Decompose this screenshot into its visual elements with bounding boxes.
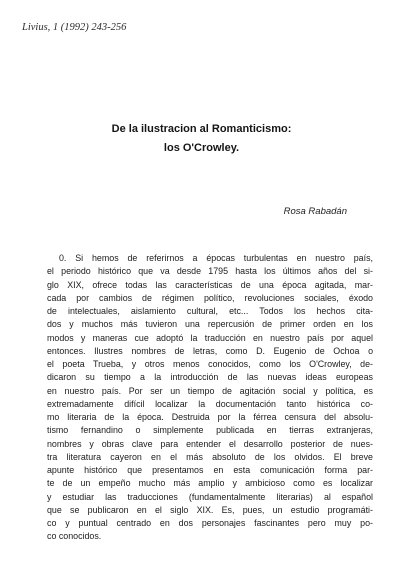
body-line: glo XIX, ofrece todas las características de una época agitada, mar- <box>47 279 373 290</box>
body-line: que se publicaron en el siglo XIX. Es, pues, un estudio programáti- <box>47 504 373 515</box>
body-paragraph <box>47 252 373 544</box>
body-line: tismo fernandino o simplemente publicada en tierras extranjeras, <box>47 425 373 436</box>
body-line: dicaron su tiempo a la introducción de las nuevas ideas europeas <box>47 372 373 383</box>
body-line: co conocidos. <box>47 531 102 542</box>
body-line: y estudiar las traducciones (fundamentalmente literarias) al español <box>47 491 373 502</box>
body-line: entonces. Ilustres nombres de letras, como D. Eugenio de Ochoa o <box>47 345 373 356</box>
body-line: el periodo histórico que va desde 1795 hasta los últimos años del si- <box>47 266 373 277</box>
body-line: co y puntual centrado en dos personajes fascinantes pero muy po- <box>47 518 373 528</box>
body-line: cada por cambios de régimen político, revoluciones sociales, éxodo <box>47 292 373 303</box>
body-line: el poeta Trueba, y otros menos conocidos, como los O'Crowley, de- <box>47 359 373 369</box>
body-line: apunte histórico que presentamos en esta comunicación forma par- <box>47 465 373 475</box>
article-author: Rosa Rabadán <box>283 206 347 217</box>
body-line: mo literaria de la época. Destruida por la férrea censura del absolu- <box>47 412 373 422</box>
journal-citation: Livius, 1 (1992) 243-256 <box>22 22 127 33</box>
body-line: modos y maneras cue adoptó la traducción en nuestro país por aquel <box>47 332 373 343</box>
article-title <box>0 120 403 158</box>
body-line: extremadamente difícil localizar la documentación tanto histórica co- <box>47 398 373 409</box>
body-line: 0. Si hemos de referirnos a épocas turbulentas en nuestro país, <box>59 253 373 263</box>
article-title-line-1: De la ilustracion al Romanticismo: <box>111 123 292 135</box>
body-line: en nuestro país. Por ser un tiempo de agitación social y política, es <box>47 385 373 396</box>
body-line: te de un empeño mucho más amplio y ambicioso como es localizar <box>47 478 373 489</box>
body-line: de intelectuales, aislamiento cultural, etc... Todos los hechos cita- <box>47 306 373 316</box>
article-title-line-2: los O'Crowley. <box>163 142 240 154</box>
body-line: tra literatura cayeron en el más absoluto de los olvidos. El breve <box>47 451 373 462</box>
body-line: dos y muchos más tuvieron una repercusión de primer orden en los <box>47 319 373 330</box>
body-line: nombres y obras clave para entender el desarrollo posterior de nues- <box>47 438 373 449</box>
